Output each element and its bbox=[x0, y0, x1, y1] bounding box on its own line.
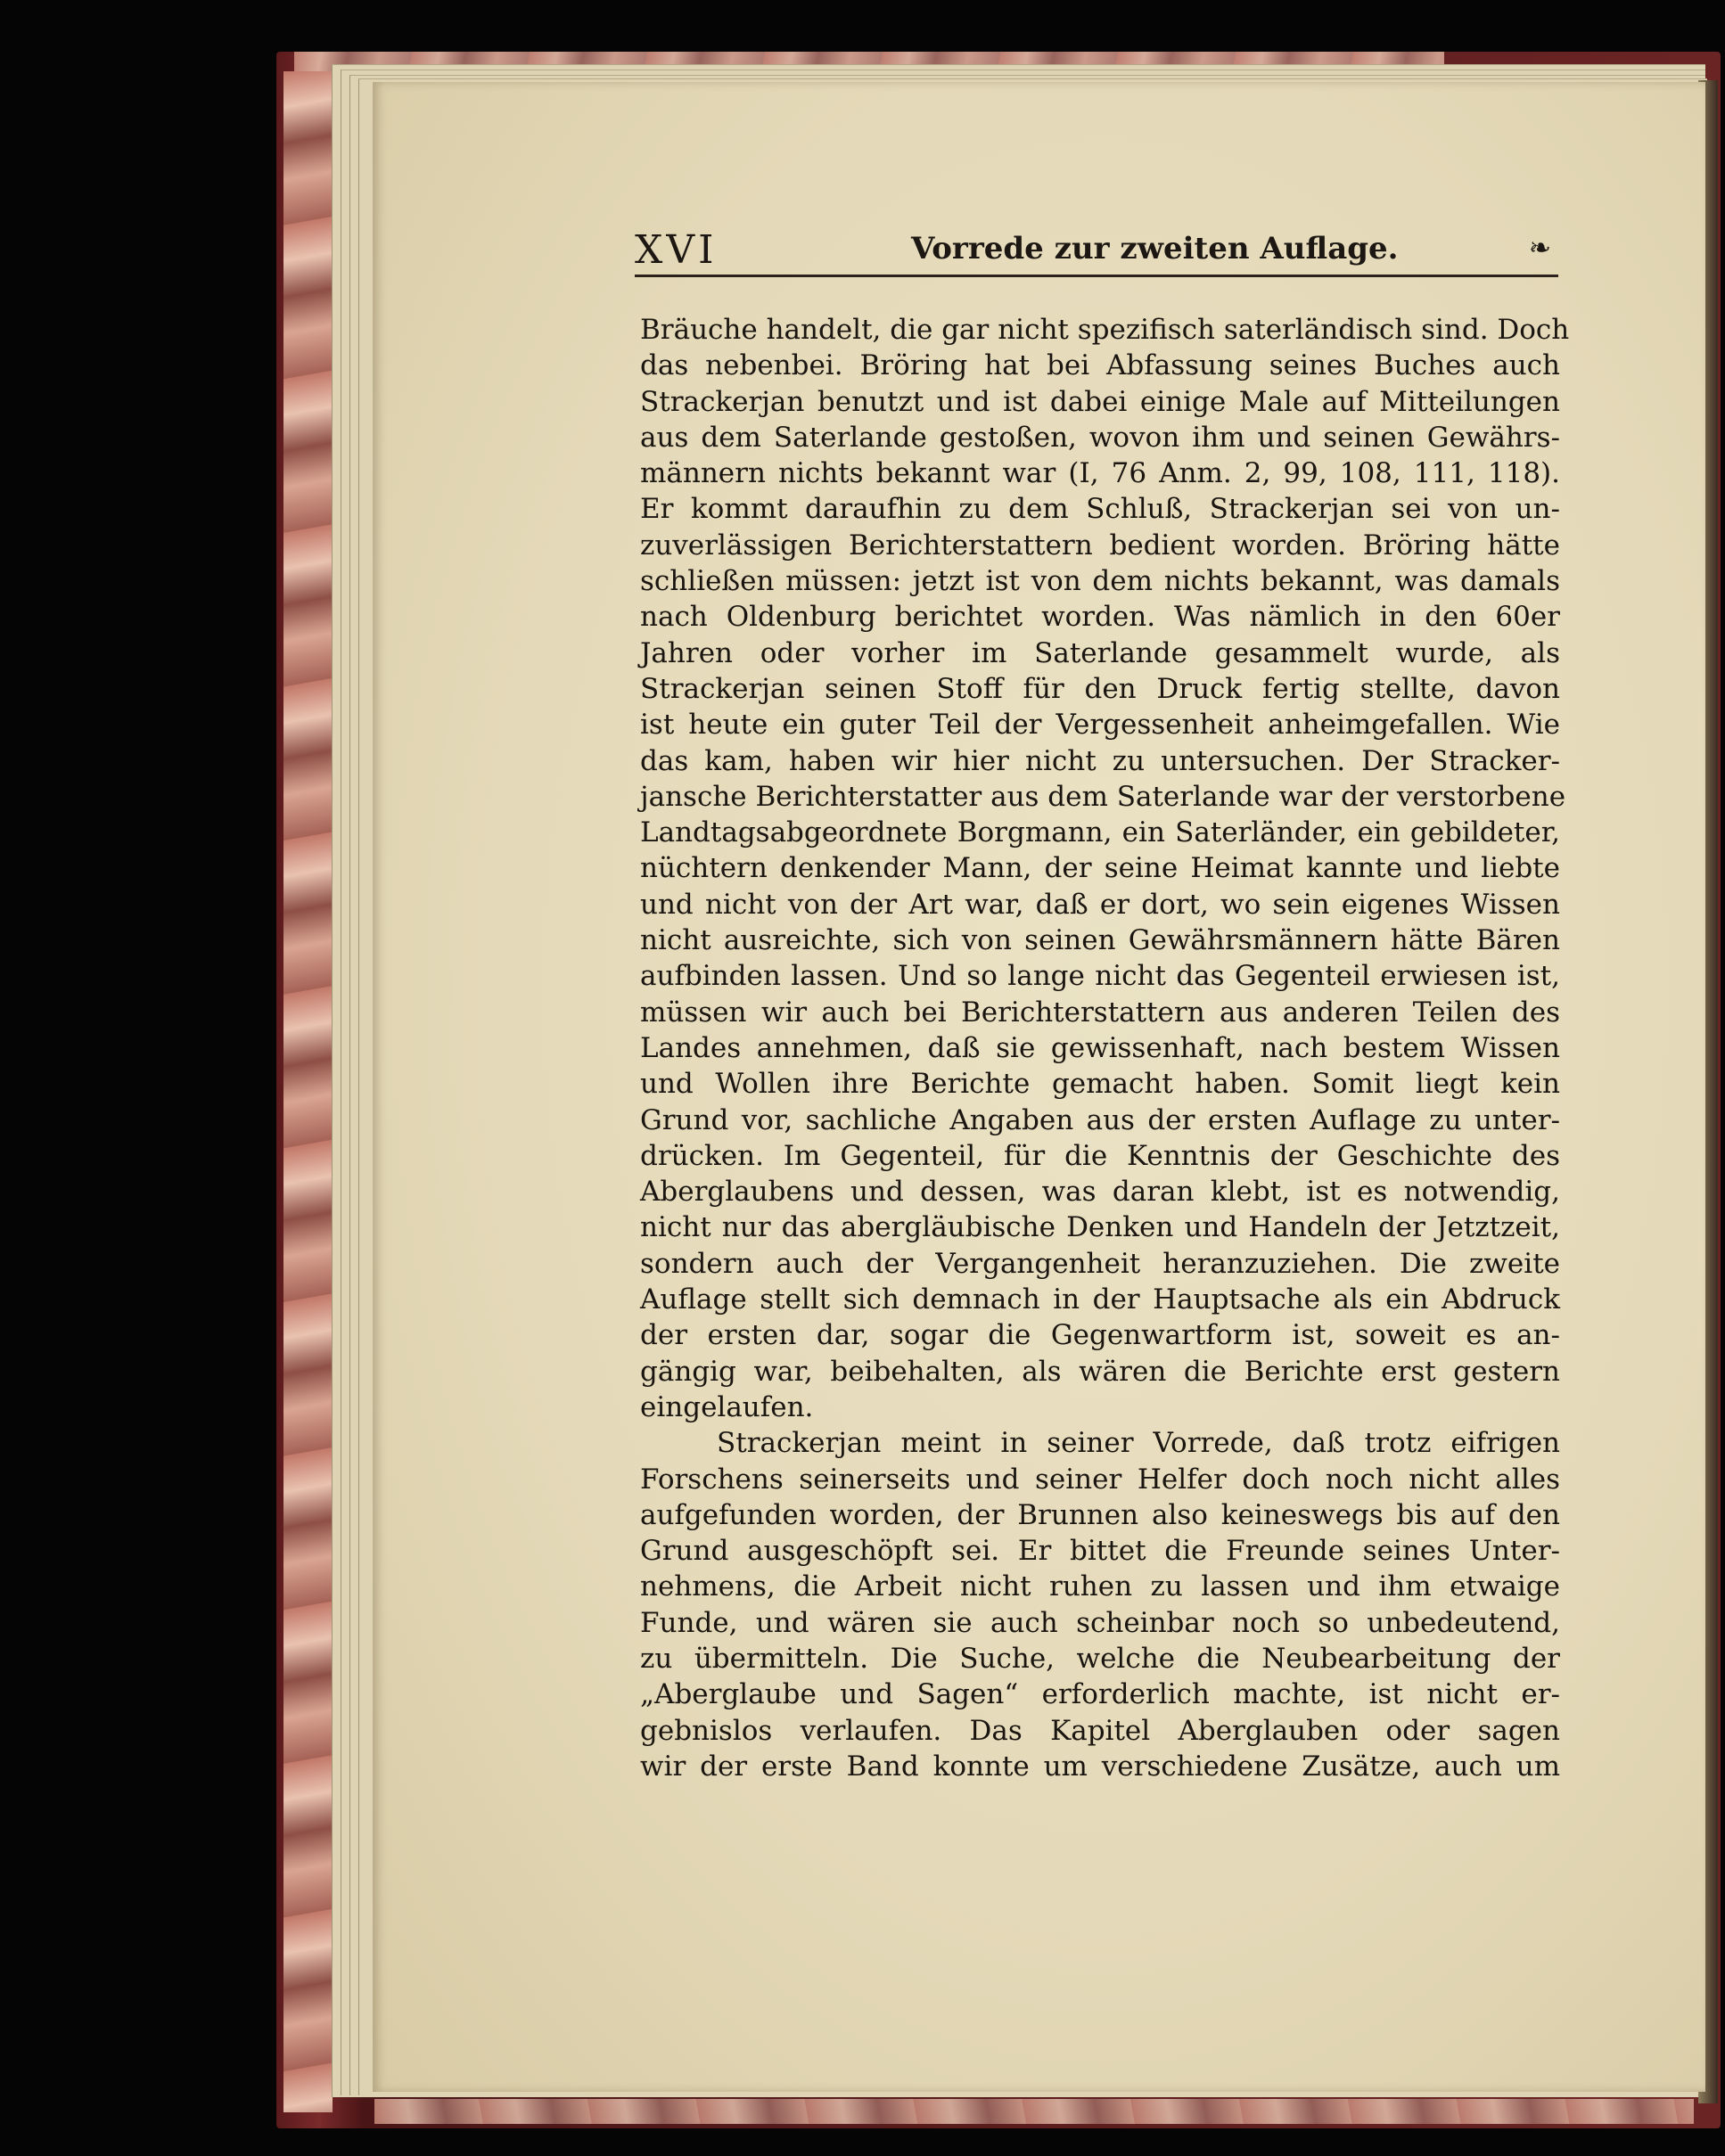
header-rule bbox=[635, 275, 1558, 277]
text-line: eingelaufen. bbox=[640, 1390, 814, 1423]
text-line: und Wollen ihre Berichte gemacht haben. Somit liegt kein bbox=[640, 1068, 1560, 1101]
text-line: aufbinden lassen. Und so lange nicht das Gegenteil erwiesen ist, bbox=[640, 960, 1560, 993]
text-line: Landtagsabgeordnete Borgmann, ein Saterländer, ein gebildeter, bbox=[640, 816, 1560, 849]
paragraph-1 bbox=[640, 312, 1570, 1425]
text-line: jansche Berichterstatter aus dem Saterlande war der verstorbene bbox=[640, 780, 1566, 813]
text-line: der ersten dar, sogar die Gegenwartform ist, soweit es an- bbox=[640, 1319, 1560, 1352]
text-line: das kam, haben wir hier nicht zu untersuchen. Der Stracker- bbox=[640, 744, 1560, 777]
body-text bbox=[640, 312, 1570, 1784]
text-line: „Aberglaube und Sagen“ erforderlich machte, ist nicht er- bbox=[640, 1678, 1560, 1711]
text-line: und nicht von der Art war, daß er dort, wo sein eigenes Wissen bbox=[640, 888, 1560, 921]
text-line: schließen müssen: jetzt ist von dem nichts bekannt, was damals bbox=[640, 565, 1560, 598]
text-line: gängig war, beibehalten, als wären die Berichte erst gestern bbox=[640, 1355, 1560, 1388]
text-line: das nebenbei. Bröring hat bei Abfassung seines Buches auch bbox=[640, 349, 1560, 382]
text-line: nicht nur das abergläubische Denken und Handeln der Jetztzeit, bbox=[640, 1211, 1560, 1244]
marbled-edge-bottom bbox=[374, 2099, 1694, 2124]
text-line: Aberglaubens und dessen, was daran klebt, ist es notwendig, bbox=[640, 1176, 1560, 1209]
text-line: ist heute ein guter Teil der Vergessenheit anheimgefallen. Wie bbox=[640, 709, 1560, 742]
text-line: Jahren oder vorher im Saterlande gesammelt wurde, als bbox=[640, 636, 1560, 669]
text-line: sondern auch der Vergangenheit heranzuziehen. Die zweite bbox=[640, 1247, 1560, 1280]
text-line: aufgefunden worden, der Brunnen also keineswegs bis auf den bbox=[640, 1498, 1560, 1531]
marbled-edge-left bbox=[283, 71, 333, 2112]
text-line: Landes annehmen, daß sie gewissenhaft, nach bestem Wissen bbox=[640, 1031, 1560, 1064]
text-line: aus dem Saterlande gestoßen, wovon ihm und seinen Gewährs- bbox=[640, 421, 1560, 454]
text-line: zu übermitteln. Die Suche, welche die Neubearbeitung der bbox=[640, 1642, 1560, 1675]
text-line: gebnislos verlaufen. Das Kapitel Aberglauben oder sagen bbox=[640, 1714, 1560, 1747]
ornament-icon: ❧ bbox=[1528, 233, 1551, 264]
text-line: nüchtern denkender Mann, der seine Heimat kannte und liebte bbox=[640, 852, 1560, 885]
text-line: nicht ausreichte, sich von seinen Gewährsmännern hätte Bären bbox=[640, 924, 1560, 957]
text-line: müssen wir auch bei Berichterstattern aus anderen Teilen des bbox=[640, 996, 1560, 1029]
paragraph-2 bbox=[640, 1425, 1560, 1784]
text-line: nehmens, die Arbeit nicht ruhen zu lassen und ihm etwaige bbox=[640, 1570, 1560, 1603]
page-number: XVI bbox=[635, 227, 718, 273]
text-line: männern nichts bekannt war (I, 76 Anm. 2, 99, 108, 111, 118). bbox=[640, 457, 1560, 490]
text-line: wir der erste Band konnte um verschiedene Zusätze, auch um bbox=[640, 1750, 1560, 1783]
text-line: Grund vor, sachliche Angaben aus der ersten Auflage zu unter- bbox=[640, 1103, 1560, 1136]
running-head bbox=[635, 227, 1558, 279]
running-title: Vorrede zur zweiten Auflage. bbox=[911, 231, 1399, 266]
text-line: Strackerjan meint in seiner Vorrede, daß trotz eifrigen bbox=[717, 1427, 1560, 1460]
text-line: Er kommt daraufhin zu dem Schluß, Strackerjan sei von un- bbox=[640, 493, 1560, 526]
text-line: zuverlässigen Berichterstattern bedient worden. Bröring hätte bbox=[640, 529, 1560, 562]
text-line: Strackerjan benutzt und ist dabei einige Male auf Mitteilungen bbox=[640, 385, 1560, 418]
text-line: Bräuche handelt, die gar nicht spezifisch saterländisch sind. Doch bbox=[640, 314, 1570, 346]
text-line: drücken. Im Gegenteil, für die Kenntnis der Geschichte des bbox=[640, 1139, 1560, 1172]
text-line: nach Oldenburg berichtet worden. Was nämlich in den 60er bbox=[640, 601, 1560, 634]
text-line: Strackerjan seinen Stoff für den Druck fertig stellte, davon bbox=[640, 672, 1560, 705]
text-line: Forschens seinerseits und seiner Helfer doch noch nicht alles bbox=[640, 1463, 1560, 1496]
text-line: Grund ausgeschöpft sei. Er bittet die Freunde seines Unter- bbox=[640, 1535, 1560, 1568]
text-line: Auflage stellt sich demnach in der Hauptsache als ein Abdruck bbox=[640, 1283, 1560, 1316]
text-line: Funde, und wären sie auch scheinbar noch so unbedeutend, bbox=[640, 1606, 1560, 1639]
